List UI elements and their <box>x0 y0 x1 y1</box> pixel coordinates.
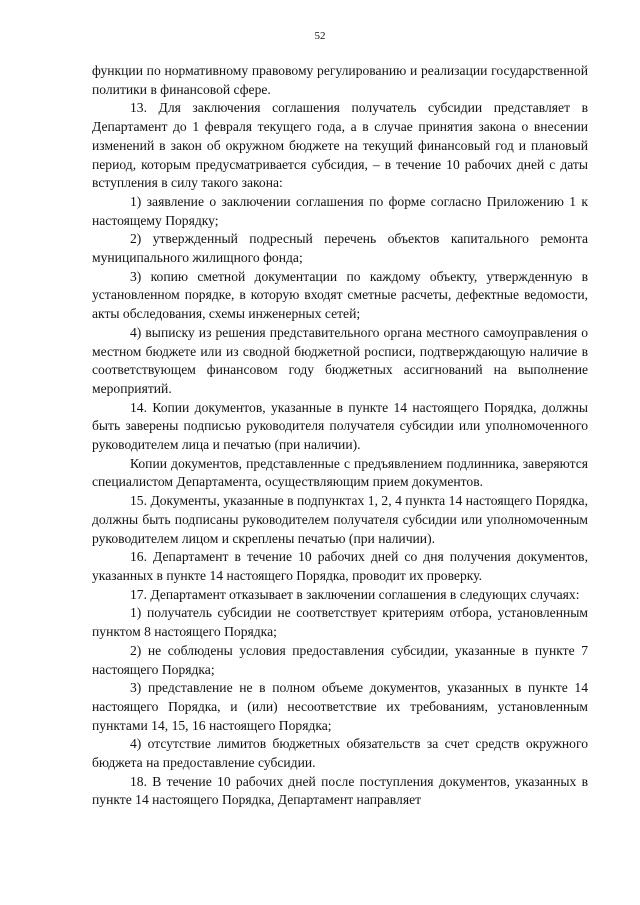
document-body <box>92 62 588 810</box>
paragraph-subitem-17-3: 3) представление не в полном объеме документов, указанных в пункте 14 настоящего Порядка, и (или) несоответствие их требованиям, установленным пунктами 14, 15, 16 настоящего Порядка; <box>92 680 588 733</box>
page-number: 52 <box>314 30 326 42</box>
paragraph-item-14-copies: Копии документов, представленные с предъявлением подлинника, заверяются специалистом Департамента, осуществляющим прием документов. <box>92 455 588 490</box>
paragraph-subitem-17-2: 2) не соблюдены условия предоставления субсидии, указанные в пункте 7 настоящего Порядка; <box>92 642 588 677</box>
paragraph-subitem-17-4: 4) отсутствие лимитов бюджетных обязательств за счет средств окружного бюджета на предоставление субсидии. <box>92 736 588 771</box>
paragraph-item-14: 14. Копии документов, указанные в пункте 14 настоящего Порядка, должны быть заверены подписью руководителя получателя субсидии или уполномоченного руководителем лица и печатью (при наличии). <box>92 399 588 453</box>
paragraph-item-16: 16. Департамент в течение 10 рабочих дней со дня получения документов, указанных в пункте 14 настоящего Порядка, проводит их проверку. <box>92 549 588 583</box>
paragraph-subitem-13-3: 3) копию сметной документации по каждому объекту, утвержденную в установленном порядке, в которую входят сметные расчеты, дефектные ведомости, акты обследования, схемы инженерных сетей; <box>92 268 588 322</box>
paragraph-continuation: функции по нормативному правовому регулированию и реализации государственной политики в финансовой сфере. <box>92 63 588 97</box>
paragraph-item-15: 15. Документы, указанные в подпунктах 1, 2, 4 пункта 14 настоящего Порядка, должны быть подписаны руководителем получателя субсидии или уполномоченным руководителем лицом и скреплены печатью (при наличии). <box>92 493 588 546</box>
paragraph-item-13: 13. Для заключения соглашения получатель субсидии представляет в Департамент до 1 февраля текущего года, а в случае принятия закона о внесении изменений в закон об окружном бюджете на текущий финансовый год и плановый период, которым предусматривается субсидия, – в течение 10 рабочих дней с даты вступления в силу такого закона: <box>92 100 588 191</box>
paragraph-subitem-13-4: 4) выписку из решения представительного органа местного самоуправления о местном бюджете или из сводной бюджетной росписи, подтверждающую наличие в соответствующем финансовом году бюджетных ассигнований на выполнение мероприятий. <box>92 324 588 396</box>
paragraph-subitem-13-1: 1) заявление о заключении соглашения по форме согласно Приложению 1 к настоящему Порядку; <box>92 193 588 228</box>
paragraph-item-17: 17. Департамент отказывает в заключении соглашения в следующих случаях: <box>130 586 580 602</box>
paragraph-subitem-17-1: 1) получатель субсидии не соответствует критериям отбора, установленным пунктом 8 настоящего Порядка; <box>92 605 588 640</box>
paragraph-subitem-13-2: 2) утвержденный подресный перечень объектов капитального ремонта муниципального жилищного фонда; <box>92 231 588 266</box>
paragraph-item-18: 18. В течение 10 рабочих дней после поступления документов, указанных в пункте 14 настоящего Порядка, Департамент направляет <box>92 773 588 808</box>
